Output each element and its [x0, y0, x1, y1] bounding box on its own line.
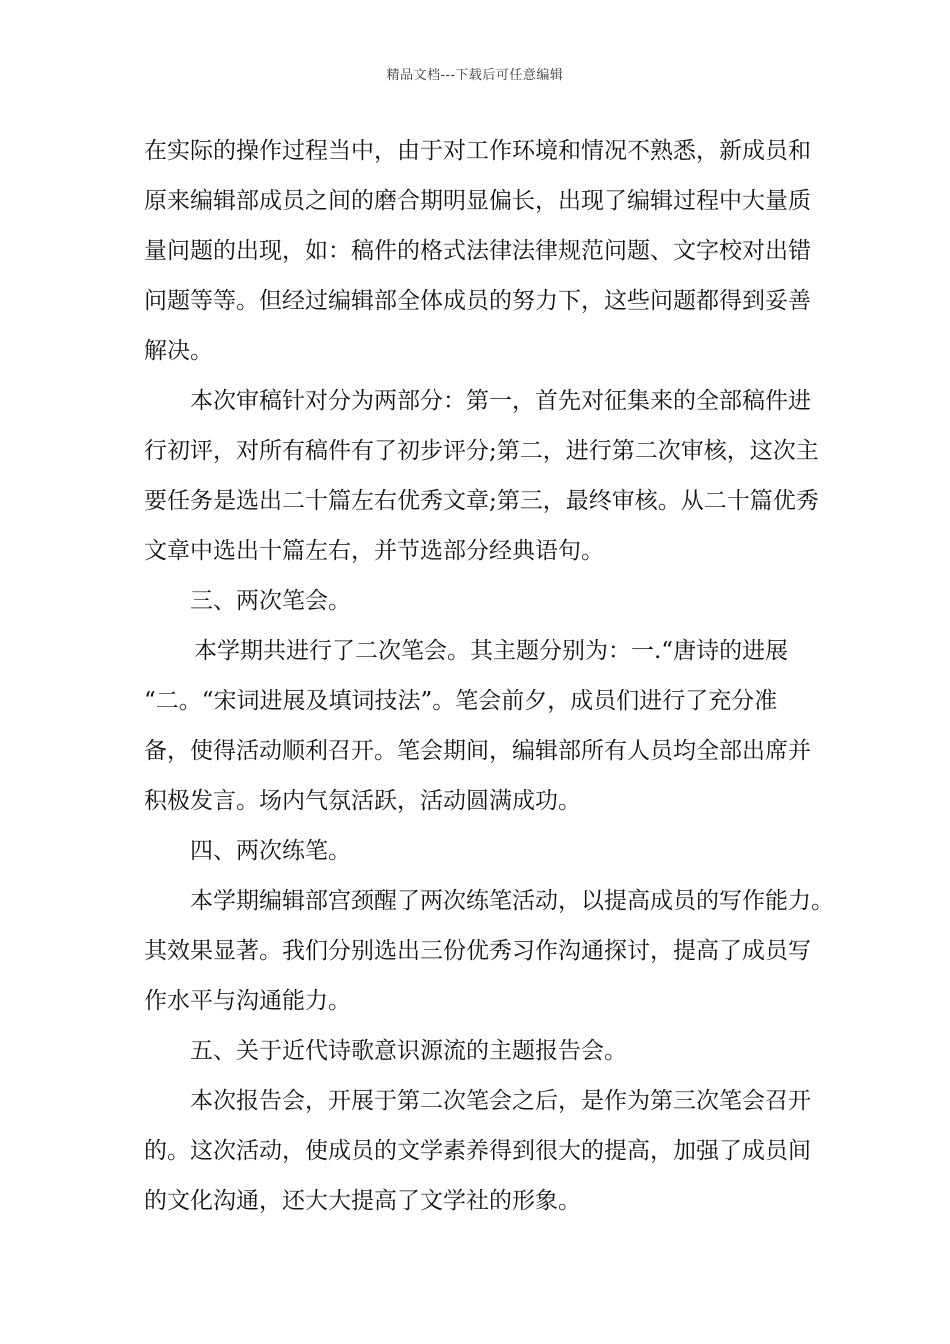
section-heading-4 [144, 826, 824, 876]
text-line: 本学期共进行了二次笔会。其主题分别为：一.“唐诗的进展 [194, 638, 789, 664]
document-body [144, 126, 834, 1226]
section-heading-3 [144, 576, 824, 626]
text-line: 量问题的出现，如：稿件的格式法律法律规范问题、文字校对出错 [144, 238, 811, 264]
text-line: 解决。 [144, 338, 213, 364]
text-line: 其效果显著。我们分别选出三份优秀习作沟通探讨，提高了成员写 [144, 938, 811, 964]
text-line: 备，使得活动顺利召开。笔会期间，编辑部所有人员均全部出席并 [144, 738, 811, 764]
paragraph-3 [144, 626, 824, 826]
text-line: 的。这次活动，使成员的文学素养得到很大的提高，加强了成员间 [144, 1138, 811, 1164]
page-header: 精品文档---下载后可任意编辑 [386, 68, 564, 83]
text-line: 本学期编辑部宫颈醒了两次练笔活动，以提高成员的写作能力。 [190, 888, 834, 914]
text-line: 积极发言。场内气氛活跃，活动圆满成功。 [144, 788, 581, 814]
text-line: 本次审稿针对分为两部分：第一，首先对征集来的全部稿件进 [190, 388, 811, 414]
section-heading: 三、两次笔会。 [190, 588, 351, 614]
text-line: 的文化沟通，还大大提高了文学社的形象。 [144, 1188, 581, 1214]
paragraph-2 [144, 376, 824, 576]
text-line: 在实际的操作过程当中，由于对工作环境和情况不熟悉，新成员和 [144, 138, 811, 164]
paragraph-1 [144, 126, 824, 376]
section-heading: 四、两次练笔。 [190, 838, 351, 864]
text-line: 文章中选出十篇左右，并节选部分经典语句。 [144, 538, 604, 564]
text-line: 作水平与沟通能力。 [144, 988, 351, 1014]
text-line: 问题等等。但经过编辑部全体成员的努力下，这些问题都得到妥善 [144, 288, 811, 314]
section-heading-5 [144, 1026, 824, 1076]
text-line: 本次报告会，开展于第二次笔会之后，是作为第三次笔会召开 [190, 1088, 811, 1114]
text-line: 行初评，对所有稿件有了初步评分;第二，进行第二次审核，这次主 [144, 438, 819, 464]
paragraph-5 [144, 1076, 824, 1226]
paragraph-4 [144, 876, 834, 1026]
text-line: “二。“宋词进展及填词技法”。笔会前夕，成员们进行了充分准 [144, 688, 778, 714]
section-heading: 五、关于近代诗歌意识源流的主题报告会。 [190, 1038, 627, 1064]
text-line: 原来编辑部成员之间的磨合期明显偏长，出现了编辑过程中大量质 [144, 188, 811, 214]
text-line: 要任务是选出二十篇左右优秀文章;第三，最终审核。从二十篇优秀 [144, 488, 819, 514]
